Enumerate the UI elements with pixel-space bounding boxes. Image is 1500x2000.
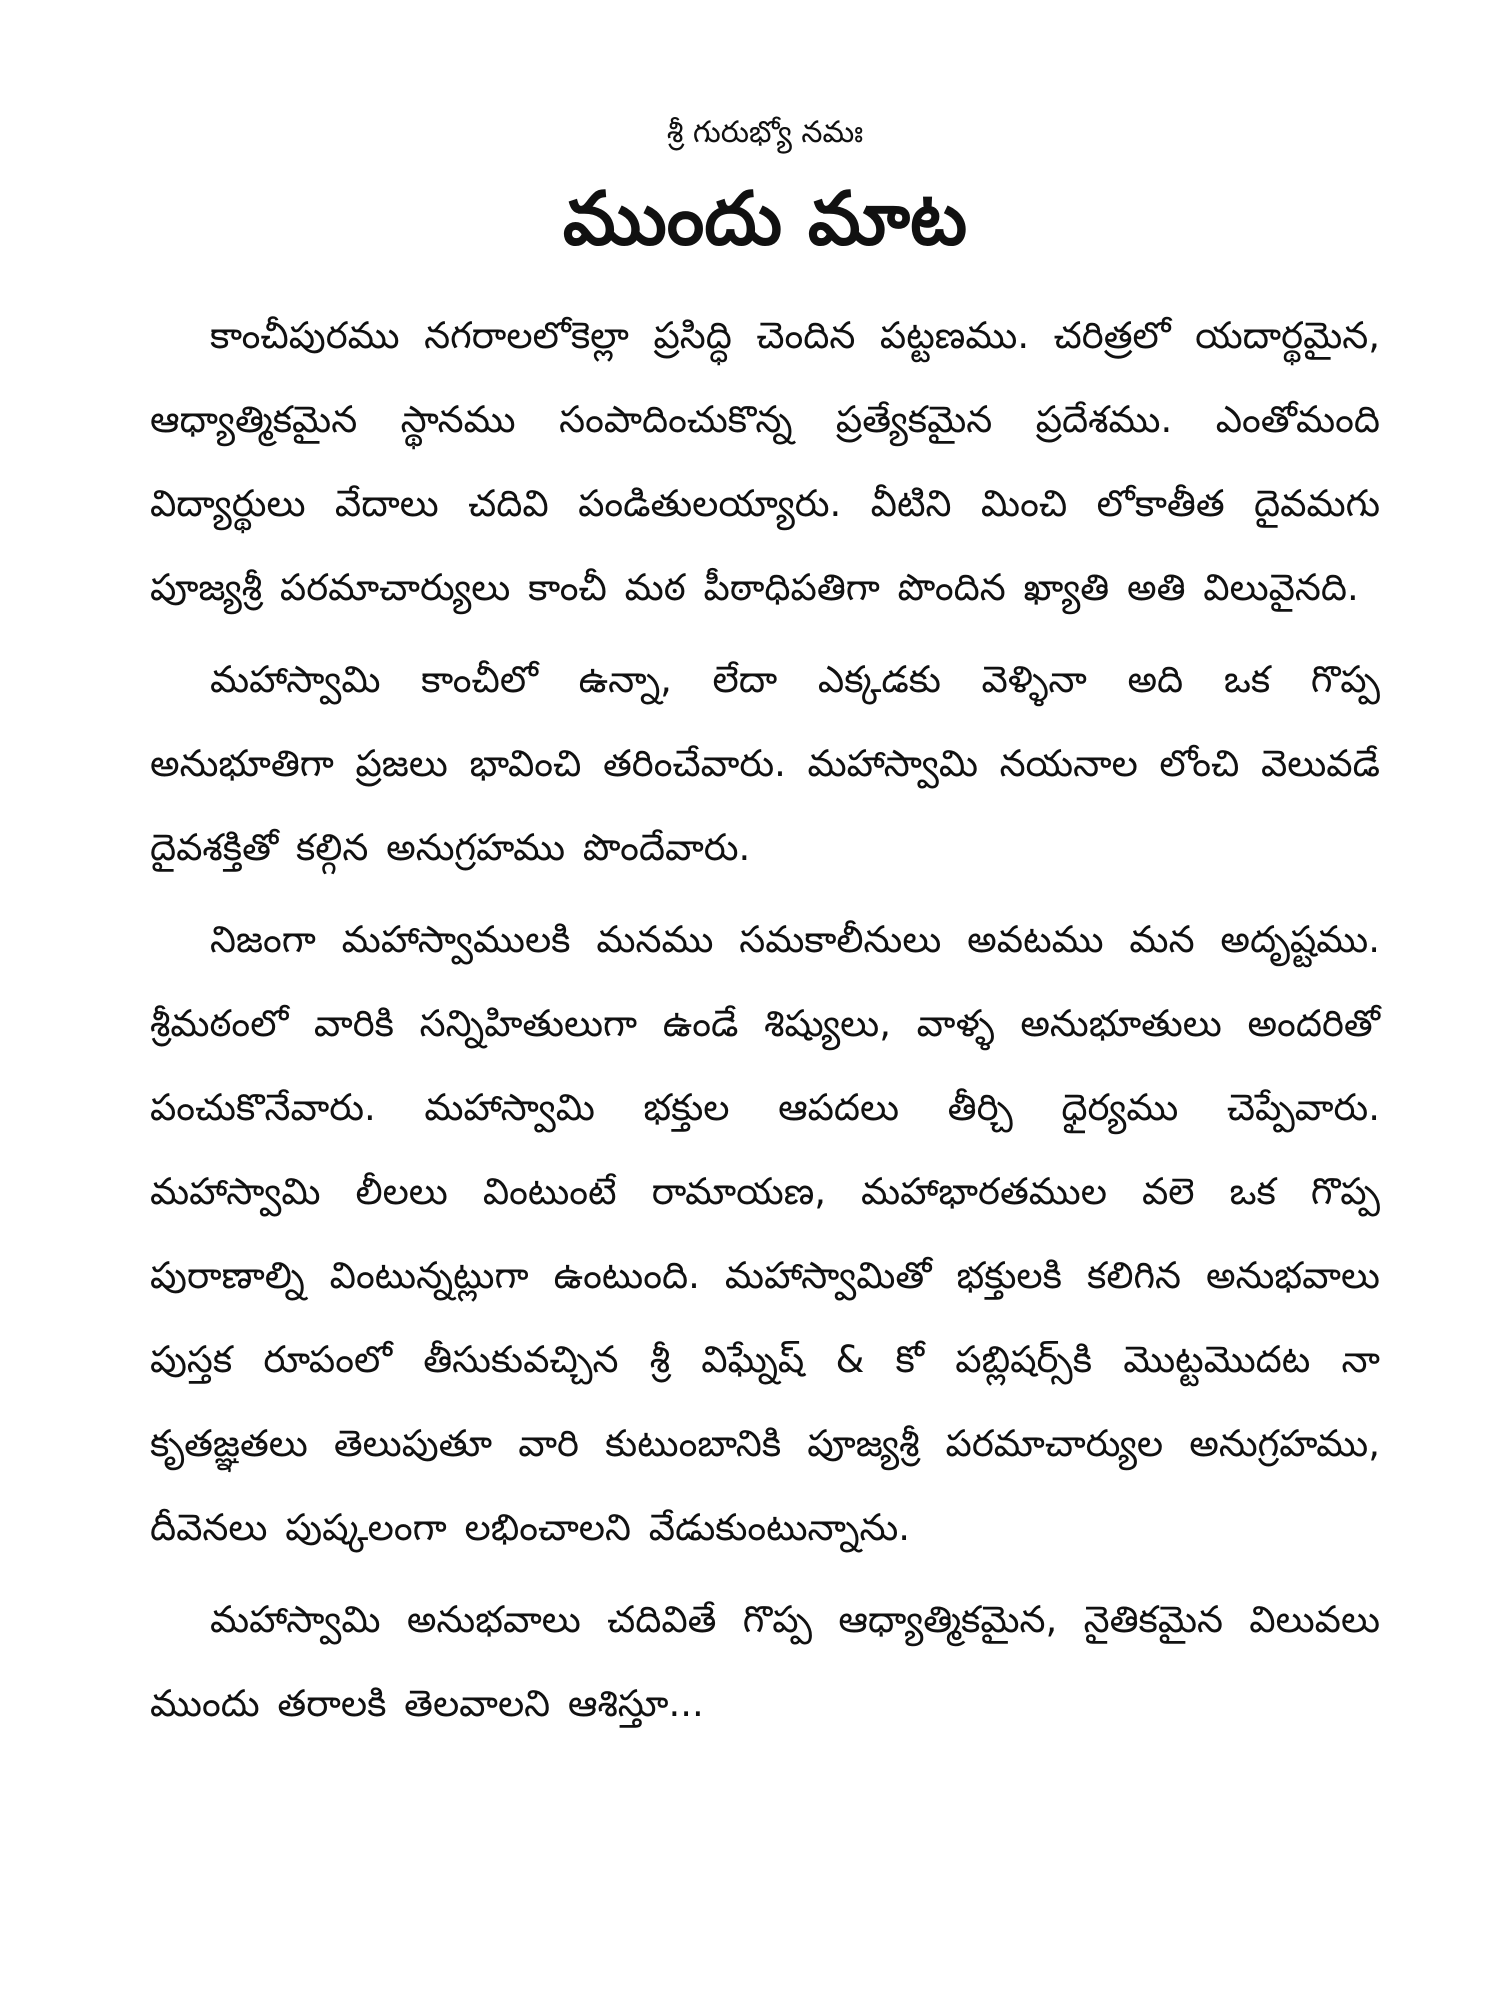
paragraph: నిజంగా మహాస్వాములకి మనము సమకాలీనులు అవటము మన అదృష్టము. శ్రీమఠంలో వారికి సన్నిహితులుగా ఉండే శిష్యులు, వాళ్ళ అనుభూతులు అందరితో పంచుకొనేవారు. మహాస్వామి భక్తుల ఆపదలు తీర్చి ధైర్యము చెప్పేవారు. మహాస్వామి లీలలు వింటుంటే రామాయణ, మహాభారతముల వలె ఒక గొప్ప పురాణాల్ని వింటున్నట్లుగా ఉంటుంది. మహాస్వామితో భక్తులకి కలిగిన అనుభవాలు పుస్తక రూపంలో తీసుకువచ్చిన శ్రీ విఘ్నేష్ & కో పబ్లిషర్స్‌కి మొట్టమొదట నా కృతజ్ఞతలు తెలుపుతూ వారి కుటుంబానికి పూజ్యశ్రీ పరమాచార్యుల అనుగ్రహము, దీవెనలు పుష్కలంగా లభించాలని వేడుకుంటున్నాను. xyxy=(150,917,1380,1549)
invocation-line: శ్రీ గురుభ్యో నమః xyxy=(666,115,864,150)
paragraph: మహాస్వామి కాంచీలో ఉన్నా, లేదా ఎక్కడకు వెళ్ళినా అది ఒక గొప్ప అనుభూతిగా ప్రజలు భావించి తరించేవారు. మహాస్వామి నయనాల లోంచి వెలువడే దైవశక్తితో కల్గిన అనుగ్రహము పొందేవారు. xyxy=(150,657,1380,869)
paragraph: కాంచీపురము నగరాలలోకెల్లా ప్రసిద్ధి చెందిన పట్టణము. చరిత్రలో యదార్థమైన, ఆధ్యాత్మికమైన స్థానము సంపాదించుకొన్న ప్రత్యేకమైన ప్రదేశము. ఎంతోమంది విద్యార్థులు వేదాలు చదివి పండితులయ్యారు. వీటిని మించి లోకాతీత దైవమగు పూజ్యశ్రీ పరమాచార్యులు కాంచీ మఠ పీఠాధిపతిగా పొందిన ఖ్యాతి అతి విలువైనది. xyxy=(150,313,1380,609)
page-title: ముందు మాట xyxy=(562,176,968,262)
paragraph: మహాస్వామి అనుభవాలు చదివితే గొప్ప ఆధ్యాత్మికమైన, నైతికమైన విలువలు ముందు తరాలకి తెలవాలని ఆశిస్తూ... xyxy=(150,1597,1380,1725)
